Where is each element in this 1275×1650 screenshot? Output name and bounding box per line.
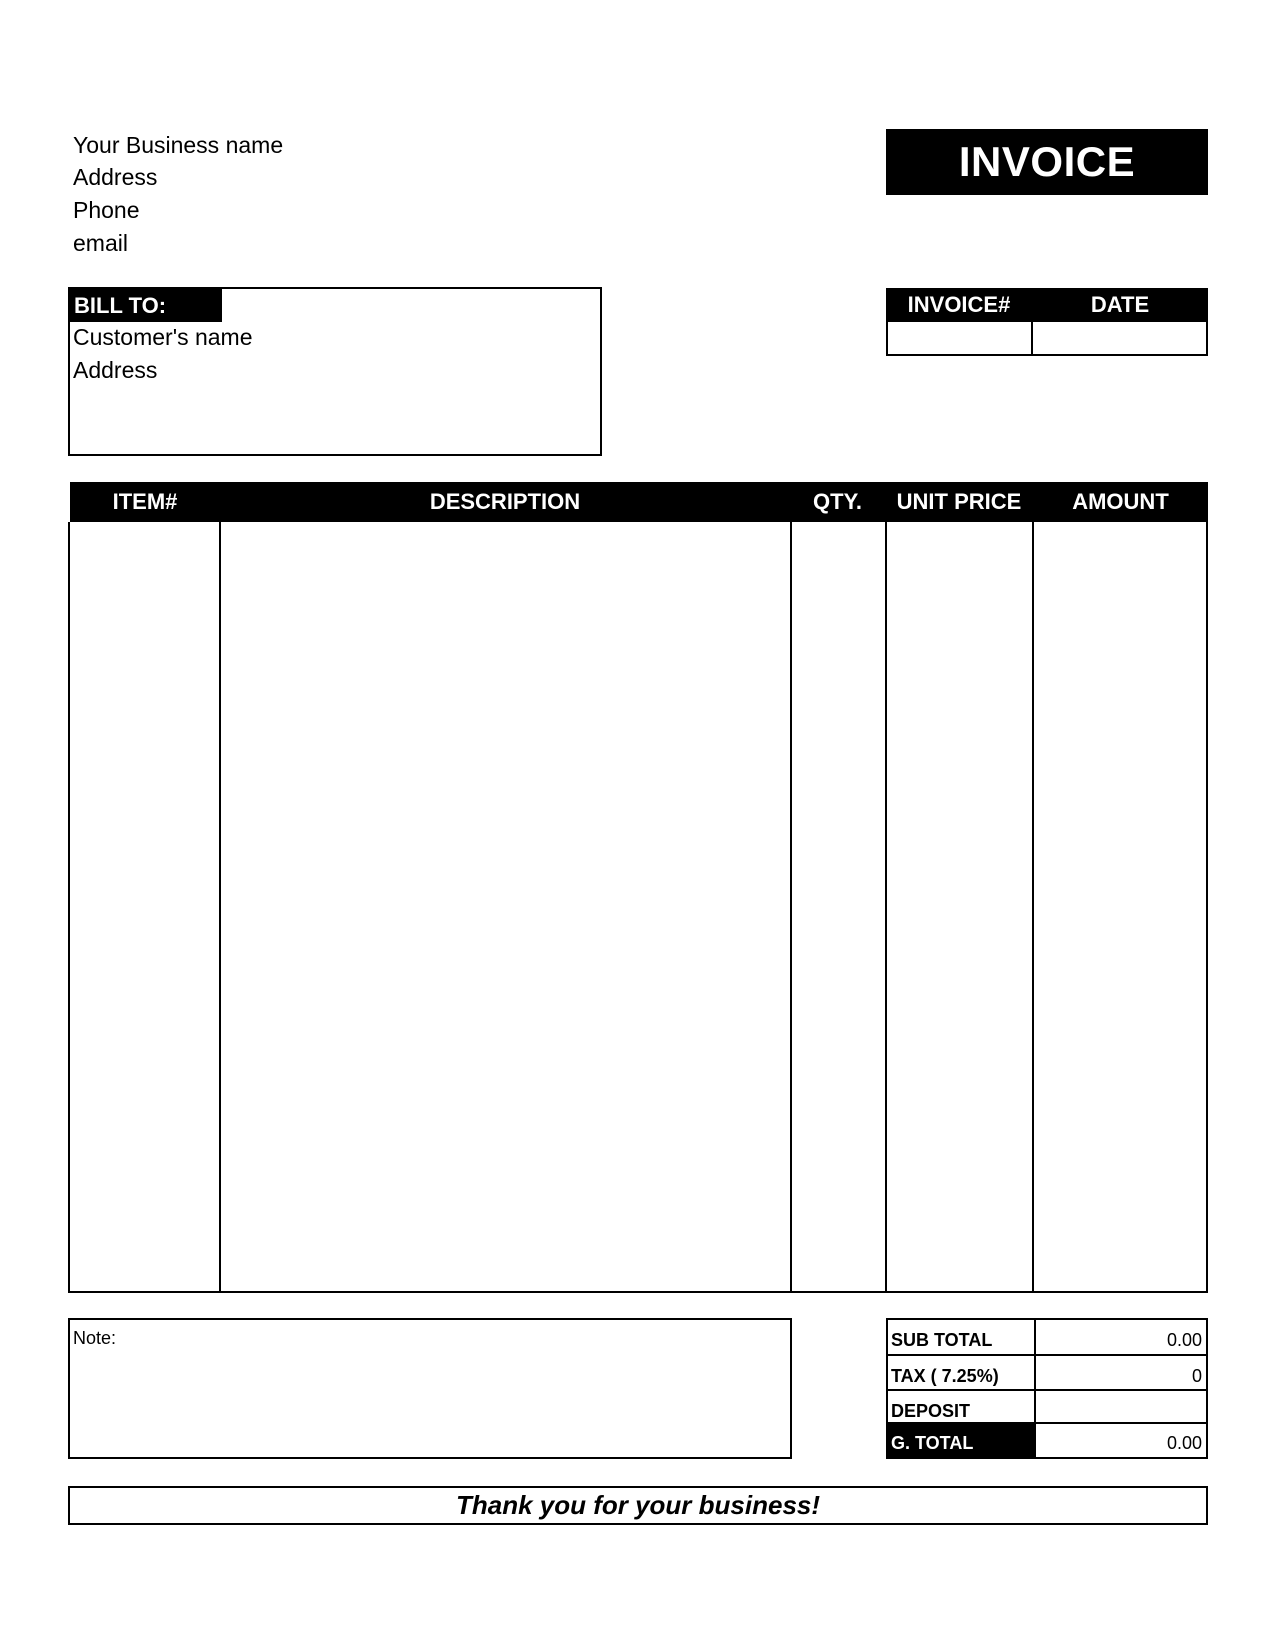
business-name[interactable]: Your Business name (73, 132, 284, 158)
column-header-item: ITEM# (112, 489, 178, 514)
column-divider (790, 522, 792, 1291)
totals-column-divider (1034, 1320, 1036, 1457)
column-header-qty: QTY. (813, 489, 862, 514)
column-header-amount: AMOUNT (1072, 489, 1169, 514)
invoice-number-field[interactable] (888, 322, 1033, 354)
business-phone[interactable]: Phone (73, 197, 140, 223)
invoice-title: INVOICE (886, 129, 1208, 195)
business-address[interactable]: Address (73, 164, 158, 190)
customer-address[interactable]: Address (73, 357, 158, 383)
note-label: Note: (73, 1328, 117, 1348)
column-header-unit-price: UNIT PRICE (896, 489, 1022, 514)
business-email[interactable]: email (73, 230, 128, 256)
items-table-body[interactable] (68, 522, 1208, 1293)
subtotal-value: 0.00 (1166, 1330, 1202, 1350)
deposit-row (888, 1391, 1206, 1425)
totals-box (886, 1318, 1208, 1459)
column-divider (1032, 522, 1034, 1291)
tax-value: 0 (1191, 1366, 1202, 1386)
deposit-value[interactable] (1036, 1391, 1206, 1425)
bill-to-label: BILL TO: (70, 289, 222, 322)
grand-total-label: G. TOTAL (888, 1424, 1034, 1457)
deposit-label: DEPOSIT (891, 1401, 971, 1421)
column-divider (885, 522, 887, 1291)
column-header-description: DESCRIPTION (429, 489, 581, 514)
tax-row (888, 1356, 1206, 1390)
invoice-meta-cells (886, 322, 1208, 356)
invoice-number-label: INVOICE# (907, 292, 1011, 317)
invoice-meta-header (886, 288, 1208, 322)
subtotal-label: SUB TOTAL (891, 1330, 993, 1350)
date-field[interactable] (1033, 322, 1206, 354)
tax-label: TAX ( 7.25%) (891, 1366, 999, 1386)
column-divider (219, 522, 221, 1291)
grand-total-row (888, 1424, 1206, 1457)
thank-you-message: Thank you for your business! (68, 1486, 1208, 1525)
customer-name[interactable]: Customer's name (73, 324, 253, 350)
note-box[interactable] (68, 1318, 792, 1459)
items-table-header (70, 482, 1208, 522)
subtotal-row (888, 1320, 1206, 1354)
grand-total-value: 0.00 (1166, 1433, 1202, 1453)
date-label: DATE (1090, 292, 1150, 317)
